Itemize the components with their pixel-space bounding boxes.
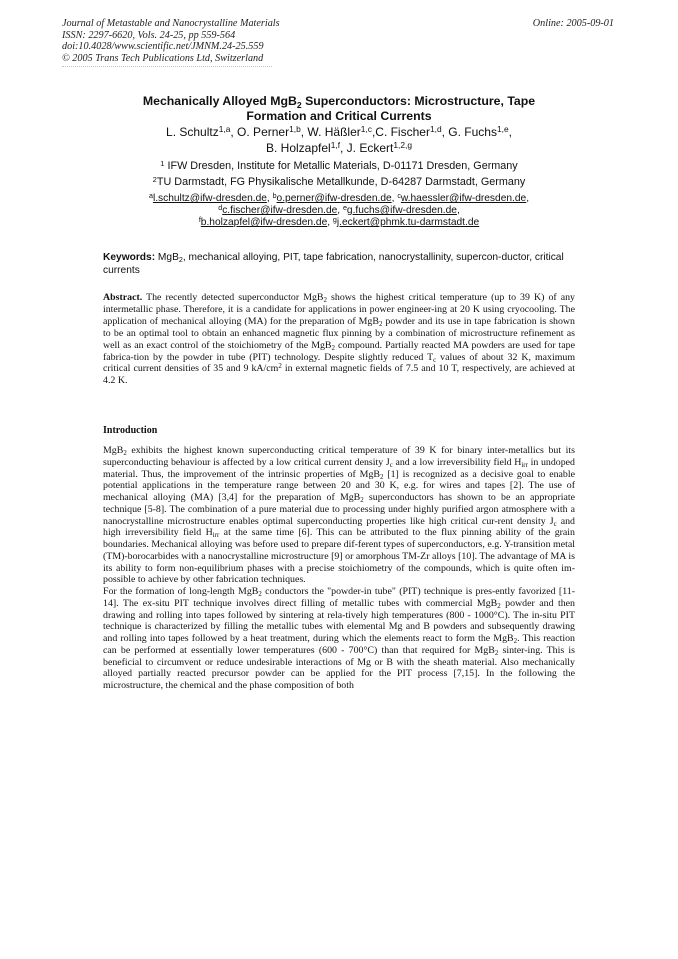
abstract-block: Abstract. The recently detected superconductor MgB$_2$ shows the highest critical temperature (up to 39 K) of any intermetallic phase. Therefore, it is a candidate for applications in power engineer-ing at 20 K using cryocooling. The application of mechanical alloying (MA) for the preparation of MgB$_2$ powder and its use in tape fabrication is shown to be an optimal tool to obtain an enhanced magnetic flux pinning by a combination of microstructure refinement as well as an exact control of the stoichiometry of the MgB$_2$ compound. Partially reacted MA powders are used for tape fabrica-tion by the powder in tube (PIT) technology. Despite slightly reduced $T_c$ values of about 32 K, maximum critical current densities of 35 and 9 $kA/cm^2$ in external magnetic fields of 7.5 and 10 T, respectively, are achieved at 4.2 K. [103, 292, 575, 387]
email-link[interactable]: j.eckert@phmk.tu-darmstadt.de [336, 217, 480, 228]
paragraph: MgB$_2$ exhibits the highest known superconducting critical temperature of 39 K for binary inter-metallics but its superconducting behaviour is affected by a low critical current density $J_c$ and a low irreversibility field $H_{irr}$ in undoped material. Thus, the improvement of the intrinsic properties of MgB$_2$ [1] is recognized as a decisive goal to enable potential applications in the temperature range between 20 and 30 K, e.g. for wires and tapes [2]. The use of mechanical alloying (MA) [3,4] for the preparation of MgB$_2$ superconductors has shown to be an appropriate technique [5-8]. The combination of a pure material due to processing under highly purified argon atmosphere with a nanocrystalline microstructure enables optimal superconducting properties like high critical cur-rent density $J_c$ and high irreversibility field $H_{irr}$ at the same time [6]. This can be attributed to the flux pinning ability of the grain boundaries. Mechanical alloying was before used to prepare dif-ferent types of superconductors, e.g. Y-transition metal (TM)-borocarbides with a nanocrystalline microstructure [9] or amorphous TM-Zr alloys [10]. The advantage of MA is its ability to form non-equilibrium phases with a precise stoichiometry of the compounds, which is quite often im-possible to achieve by other fabrication techniques. [103, 445, 575, 586]
section-heading-introduction: Introduction [103, 425, 158, 436]
email-link[interactable]: c.fischer@ifw-dresden.de [222, 205, 338, 216]
faint-divider [62, 66, 272, 69]
keywords-label: Keywords: [103, 252, 156, 263]
author-emails: $^a$l.schultz@ifw-dresden.de, $^b$o.perner@ifw-dresden.de, $^c$w.haessler@ifw-dresden.de, $^d$c.fischer@ifw-dresden.de, $^e$g.fuchs@ifw-dresden.de, $^f$b.holzapfel@ifw-dresden.de, $^g$j.eckert@phmk.tu-darmstadt.de [148, 191, 530, 228]
doi-line: doi:10.4028/www.scientific.net/JMNM.24-25.559 [62, 41, 264, 53]
email-link[interactable]: w.haessler@ifw-dresden.de [400, 193, 527, 204]
email-link[interactable]: o.perner@ifw-dresden.de [276, 193, 392, 204]
email-link[interactable]: b.holzapfel@ifw-dresden.de [200, 217, 328, 228]
affiliations [90, 158, 588, 190]
issn-line: ISSN: 2297-6620, Vols. 24-25, pp 559-564 [62, 29, 236, 41]
affiliation-1: $^1$ IFW Dresden, Institute for Metallic Materials, D-01171 Dresden, Germany [160, 158, 518, 172]
email-link[interactable]: g.fuchs@ifw-dresden.de [346, 205, 457, 216]
author-list: L. Schultz$^{1,a}$, O. Perner$^{1,b}$, W. Häßler$^{1,c}$,C. Fischer$^{1,d}$, G. Fuchs$^{1,e}$, B. Holzapfel$^{1,f}$, J. Eckert$^{1,2,g}$ [166, 124, 512, 155]
introduction-body [103, 445, 575, 692]
journal-header [62, 18, 280, 64]
abstract-label: Abstract. [103, 292, 143, 303]
online-date: Online: 2005-09-01 [532, 18, 614, 29]
paragraph: For the formation of long-length MgB$_2$ conductors the "powder-in tube" (PIT) technique is pres-ently favorized [11-14]. The ex-situ PIT technique involves direct filling of metallic tubes with commercial MgB$_2$ powder and then drawing and rolling into tapes followed by sintering at rela-tively high temperatures (800 - 1000°C). The in-situ PIT technique is characterized by filling the metallic tubes with elemental Mg and B powders and subsequently drawing and rolling into tapes followed by a heat treatment, during which the elements react to form the MgB$_2$. This reaction can be performed at essentially lower temperatures (600 - 700°C) than that required for MgB$_2$ sinter-ing. This is beneficial to circumvent or reduce undesirable interactions of Mg or B with the sheath material. Also mechanically alloyed partially reacted precursor powder can be applied for the PIT process [7,15]. In the following the microstructure, the chemical and the phase composition of both [103, 586, 575, 691]
keywords-block: Keywords: MgB$_2$, mechanical alloying, PIT, tape fabrication, nanocrystallinity, supercon-ductor, critical currents [103, 252, 564, 276]
journal-name: Journal of Metastable and Nanocrystalline Materials [62, 18, 280, 29]
copyright-line: © 2005 Trans Tech Publications Ltd, Switzerland [62, 52, 264, 64]
affiliation-2: $^2$TU Darmstadt, FG Physikalische Metallkunde, D-64287 Darmstadt, Germany [152, 174, 526, 188]
paper-title: Mechanically Alloyed MgB$_2$ Superconductors: Microstructure, Tape Formation and Critical Currents [142, 94, 536, 123]
email-link[interactable]: l.schultz@ifw-dresden.de [152, 193, 267, 204]
